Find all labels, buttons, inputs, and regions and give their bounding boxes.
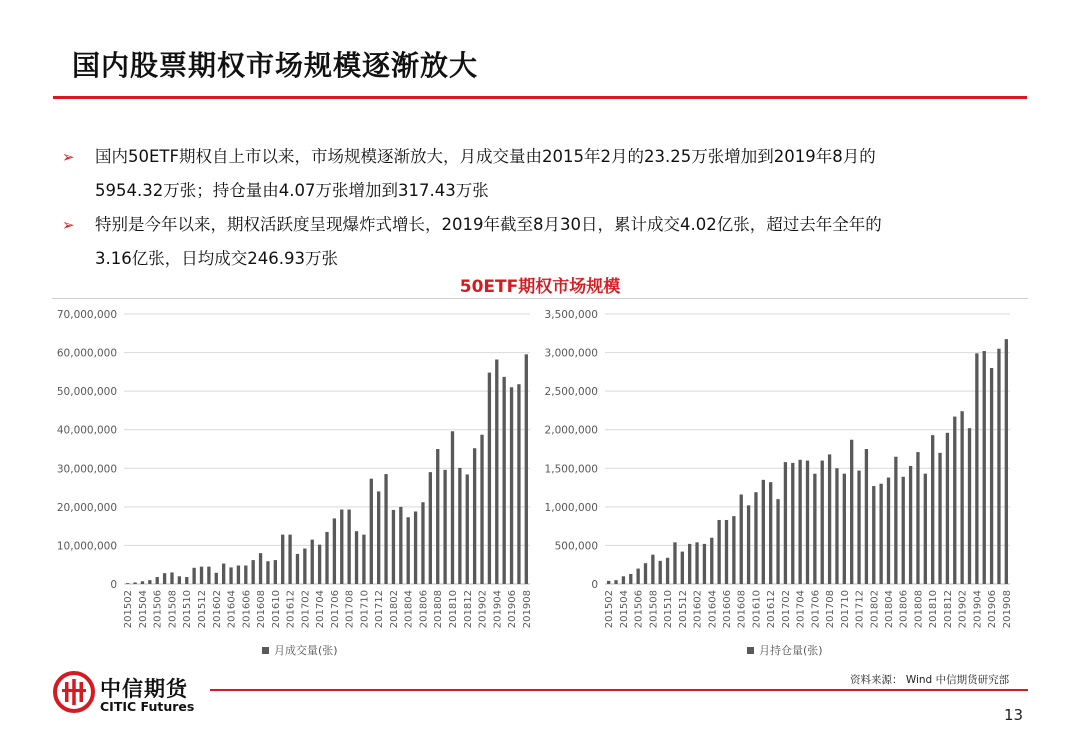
x-tick-label: 201808 bbox=[913, 590, 925, 629]
x-tick-label: 201708 bbox=[344, 590, 356, 629]
bullet-text-line: 特别是今年以来，期权活跃度呈现爆炸式增长，2019年截至8月30日，累计成交4.02亿张，超过去年全年的 bbox=[95, 215, 882, 234]
bar bbox=[960, 411, 963, 584]
bar bbox=[879, 484, 882, 584]
bullet-text-line: 3.16亿张，日均成交246.93万张 bbox=[95, 249, 338, 268]
bar bbox=[975, 353, 978, 584]
x-tick-label: 201506 bbox=[633, 590, 645, 629]
x-tick-label: 201806 bbox=[418, 590, 430, 629]
x-tick-label: 201708 bbox=[825, 590, 837, 629]
legend-label: 月持仓量(张) bbox=[759, 644, 823, 657]
x-tick-label: 201506 bbox=[152, 590, 164, 629]
y-tick-label: 70,000,000 bbox=[56, 309, 117, 321]
x-tick-label: 201806 bbox=[898, 590, 910, 629]
bar bbox=[281, 535, 284, 584]
bar bbox=[488, 373, 491, 584]
bar bbox=[983, 351, 986, 584]
y-tick-label: 3,500,000 bbox=[544, 309, 598, 321]
y-tick-label: 2,000,000 bbox=[544, 424, 598, 437]
y-tick-label: 60,000,000 bbox=[56, 347, 117, 360]
bar bbox=[850, 440, 853, 584]
bar bbox=[288, 535, 291, 584]
bar bbox=[644, 563, 647, 584]
arrow-bullet-icon: ➢ bbox=[62, 148, 75, 166]
x-tick-label: 201904 bbox=[492, 590, 504, 629]
bar bbox=[990, 368, 993, 584]
bar bbox=[784, 462, 787, 584]
bar bbox=[126, 583, 129, 584]
arrow-bullet-icon: ➢ bbox=[62, 216, 75, 234]
x-tick-label: 201504 bbox=[137, 590, 149, 629]
bar bbox=[681, 552, 684, 584]
x-tick-label: 201502 bbox=[604, 590, 616, 629]
bar bbox=[185, 577, 188, 584]
bar bbox=[703, 544, 706, 584]
x-tick-label: 201602 bbox=[692, 590, 704, 629]
bar bbox=[517, 384, 520, 584]
y-tick-label: 40,000,000 bbox=[56, 424, 117, 437]
bar bbox=[377, 491, 380, 584]
bar bbox=[429, 472, 432, 584]
bar bbox=[806, 461, 809, 584]
open-interest-legend bbox=[747, 642, 823, 658]
bar bbox=[710, 538, 713, 584]
bar bbox=[909, 466, 912, 584]
citic-logo-icon bbox=[52, 670, 96, 714]
logo-en-text: CITIC Futures bbox=[100, 699, 195, 714]
bullet-item-2 bbox=[62, 208, 1032, 276]
x-tick-label: 201802 bbox=[869, 590, 881, 629]
volume-chart-svg bbox=[40, 300, 540, 670]
bar bbox=[857, 471, 860, 584]
x-tick-label: 201510 bbox=[663, 590, 675, 629]
bar bbox=[622, 576, 625, 584]
bar bbox=[392, 510, 395, 584]
bar bbox=[997, 349, 1000, 584]
legend-label: 月成交量(张) bbox=[274, 644, 338, 657]
x-tick-label: 201802 bbox=[388, 590, 400, 629]
x-tick-label: 201608 bbox=[256, 590, 268, 629]
x-tick-label: 201810 bbox=[928, 590, 940, 629]
bullet-item-1 bbox=[62, 140, 1032, 208]
bar bbox=[629, 574, 632, 584]
bar bbox=[244, 565, 247, 584]
bar bbox=[740, 495, 743, 584]
x-tick-label: 201604 bbox=[707, 590, 719, 629]
x-tick-label: 201606 bbox=[722, 590, 733, 629]
y-tick-label: 500,000 bbox=[554, 540, 598, 553]
x-tick-label: 201606 bbox=[241, 590, 253, 629]
y-tick-label: 3,000,000 bbox=[544, 347, 598, 360]
bullet-text-line: 5954.32万张；持仓量由4.07万张增加到317.43万张 bbox=[95, 181, 489, 200]
bar bbox=[421, 502, 424, 584]
x-tick-label: 201508 bbox=[167, 590, 179, 629]
bar bbox=[695, 542, 698, 584]
bar bbox=[148, 580, 151, 584]
x-tick-label: 201812 bbox=[942, 590, 954, 629]
x-tick-label: 201712 bbox=[374, 590, 386, 629]
bar bbox=[717, 520, 720, 584]
bar bbox=[659, 561, 662, 584]
x-tick-label: 201612 bbox=[285, 590, 297, 629]
bar bbox=[902, 477, 905, 584]
bar bbox=[141, 581, 144, 584]
page-number: 13 bbox=[1004, 706, 1024, 724]
x-tick-label: 201808 bbox=[433, 590, 445, 629]
bar bbox=[614, 580, 617, 584]
x-tick-label: 201710 bbox=[359, 590, 371, 629]
footer-divider bbox=[210, 689, 1028, 691]
x-tick-label: 201902 bbox=[477, 590, 489, 629]
x-tick-label: 201906 bbox=[987, 590, 999, 629]
bar bbox=[192, 568, 195, 584]
x-tick-label: 201612 bbox=[766, 590, 778, 629]
bar bbox=[688, 544, 691, 584]
x-tick-label: 201712 bbox=[854, 590, 866, 629]
y-tick-label: 1,000,000 bbox=[544, 501, 598, 514]
y-tick-label: 0 bbox=[591, 579, 598, 591]
bar bbox=[666, 558, 669, 584]
bar bbox=[163, 573, 166, 584]
bar bbox=[673, 542, 676, 584]
bar bbox=[414, 511, 417, 584]
citic-futures-logo bbox=[52, 670, 212, 720]
y-tick-label: 50,000,000 bbox=[56, 386, 117, 399]
x-tick-label: 201610 bbox=[751, 590, 763, 629]
bar bbox=[207, 567, 210, 584]
bar bbox=[200, 567, 203, 584]
x-tick-label: 201908 bbox=[1001, 590, 1013, 629]
x-tick-label: 201812 bbox=[462, 590, 474, 629]
x-tick-label: 201804 bbox=[403, 590, 415, 629]
y-tick-label: 30,000,000 bbox=[56, 463, 117, 476]
x-tick-label: 201502 bbox=[123, 590, 135, 629]
bar bbox=[443, 470, 446, 584]
bar bbox=[1005, 339, 1008, 584]
open-interest-chart-svg bbox=[535, 300, 1025, 670]
bar bbox=[651, 555, 654, 584]
bar bbox=[495, 360, 498, 584]
bar bbox=[525, 354, 528, 584]
bar bbox=[821, 461, 824, 584]
bar bbox=[887, 478, 890, 584]
bullet-list bbox=[62, 140, 1032, 276]
bar bbox=[362, 535, 365, 584]
bullet-text-line: 国内50ETF期权自上市以来，市场规模逐渐放大，月成交量由2015年2月的23.25万张增加到2019年8月的 bbox=[95, 147, 876, 166]
y-tick-label: 0 bbox=[110, 579, 117, 591]
x-tick-label: 201508 bbox=[648, 590, 660, 629]
bar bbox=[156, 577, 159, 584]
bar bbox=[946, 433, 949, 584]
bar bbox=[466, 474, 469, 584]
chart-frame-line bbox=[52, 298, 1028, 299]
bar bbox=[931, 435, 934, 584]
bar bbox=[325, 532, 328, 584]
bar bbox=[503, 377, 506, 584]
bar bbox=[355, 531, 358, 584]
bar bbox=[274, 560, 277, 584]
bar bbox=[798, 460, 801, 584]
bar bbox=[458, 468, 461, 584]
x-tick-label: 201602 bbox=[211, 590, 223, 629]
y-tick-label: 10,000,000 bbox=[56, 540, 117, 553]
x-tick-label: 201610 bbox=[270, 590, 282, 629]
bar bbox=[843, 474, 846, 584]
x-tick-label: 201504 bbox=[618, 590, 630, 629]
bar bbox=[407, 517, 410, 584]
bar bbox=[178, 576, 181, 584]
x-tick-label: 201512 bbox=[677, 590, 689, 629]
bar bbox=[222, 564, 225, 584]
bar bbox=[170, 572, 173, 584]
bar bbox=[916, 452, 919, 584]
bar bbox=[813, 474, 816, 584]
y-tick-label: 2,500,000 bbox=[544, 386, 598, 399]
bar bbox=[953, 417, 956, 584]
bar bbox=[215, 573, 218, 584]
bar bbox=[436, 449, 439, 584]
bar bbox=[340, 510, 343, 584]
x-tick-label: 201706 bbox=[329, 590, 341, 629]
bar bbox=[754, 492, 757, 584]
legend-swatch bbox=[262, 647, 269, 654]
x-tick-label: 201512 bbox=[197, 590, 209, 629]
x-tick-label: 201704 bbox=[795, 590, 807, 629]
x-tick-label: 201902 bbox=[957, 590, 969, 629]
bar bbox=[636, 569, 639, 584]
x-tick-label: 201510 bbox=[182, 590, 194, 629]
bar bbox=[732, 516, 735, 584]
bar bbox=[333, 518, 336, 584]
bar bbox=[835, 468, 838, 584]
source-note: 资料来源： Wind 中信期货研究部 bbox=[850, 674, 1010, 686]
bar bbox=[133, 582, 136, 584]
x-tick-label: 201706 bbox=[810, 590, 822, 629]
bar bbox=[747, 505, 750, 584]
bar bbox=[791, 463, 794, 584]
volume-legend bbox=[262, 642, 338, 658]
bar bbox=[451, 431, 454, 584]
x-tick-label: 201710 bbox=[839, 590, 851, 629]
bar bbox=[480, 435, 483, 584]
x-tick-label: 201804 bbox=[884, 590, 895, 629]
bar bbox=[473, 448, 476, 584]
bar bbox=[894, 457, 897, 584]
bar bbox=[311, 540, 314, 584]
bar bbox=[237, 565, 240, 584]
open-interest-chart bbox=[535, 300, 1025, 670]
bar bbox=[938, 453, 941, 584]
bar bbox=[318, 545, 321, 584]
bar bbox=[607, 581, 610, 584]
bar bbox=[769, 482, 772, 584]
x-tick-label: 201604 bbox=[226, 590, 238, 629]
x-tick-label: 201608 bbox=[736, 590, 748, 629]
bar bbox=[865, 449, 868, 584]
bar bbox=[924, 474, 927, 584]
x-tick-label: 201702 bbox=[780, 590, 792, 629]
bar bbox=[725, 520, 728, 584]
bar bbox=[776, 499, 779, 584]
bar bbox=[762, 480, 765, 584]
logo-cn-text: 中信期货 bbox=[100, 677, 188, 701]
bar bbox=[303, 549, 306, 584]
legend-swatch bbox=[747, 647, 754, 654]
x-tick-label: 201704 bbox=[315, 590, 327, 629]
bar bbox=[252, 560, 255, 584]
bar bbox=[384, 474, 387, 584]
bar bbox=[510, 387, 513, 584]
chart-heading: 50ETF期权市场规模 bbox=[459, 277, 621, 297]
x-tick-label: 201908 bbox=[521, 590, 533, 629]
bar bbox=[872, 486, 875, 584]
x-tick-label: 201906 bbox=[507, 590, 519, 629]
y-tick-label: 20,000,000 bbox=[56, 501, 117, 514]
page-title: 国内股票期权市场规模逐渐放大 bbox=[72, 49, 479, 82]
y-tick-label: 1,500,000 bbox=[544, 463, 598, 476]
x-tick-label: 201702 bbox=[300, 590, 312, 629]
bar bbox=[229, 567, 232, 584]
bar bbox=[370, 479, 373, 584]
volume-chart bbox=[40, 300, 540, 670]
bar bbox=[828, 454, 831, 584]
title-divider bbox=[53, 96, 1027, 99]
bar bbox=[259, 553, 262, 584]
x-tick-label: 201904 bbox=[972, 590, 984, 629]
bar bbox=[266, 561, 269, 584]
bar bbox=[296, 554, 299, 584]
bar bbox=[968, 428, 971, 584]
bar bbox=[347, 510, 350, 584]
x-tick-label: 201810 bbox=[447, 590, 459, 629]
bar bbox=[399, 507, 402, 584]
